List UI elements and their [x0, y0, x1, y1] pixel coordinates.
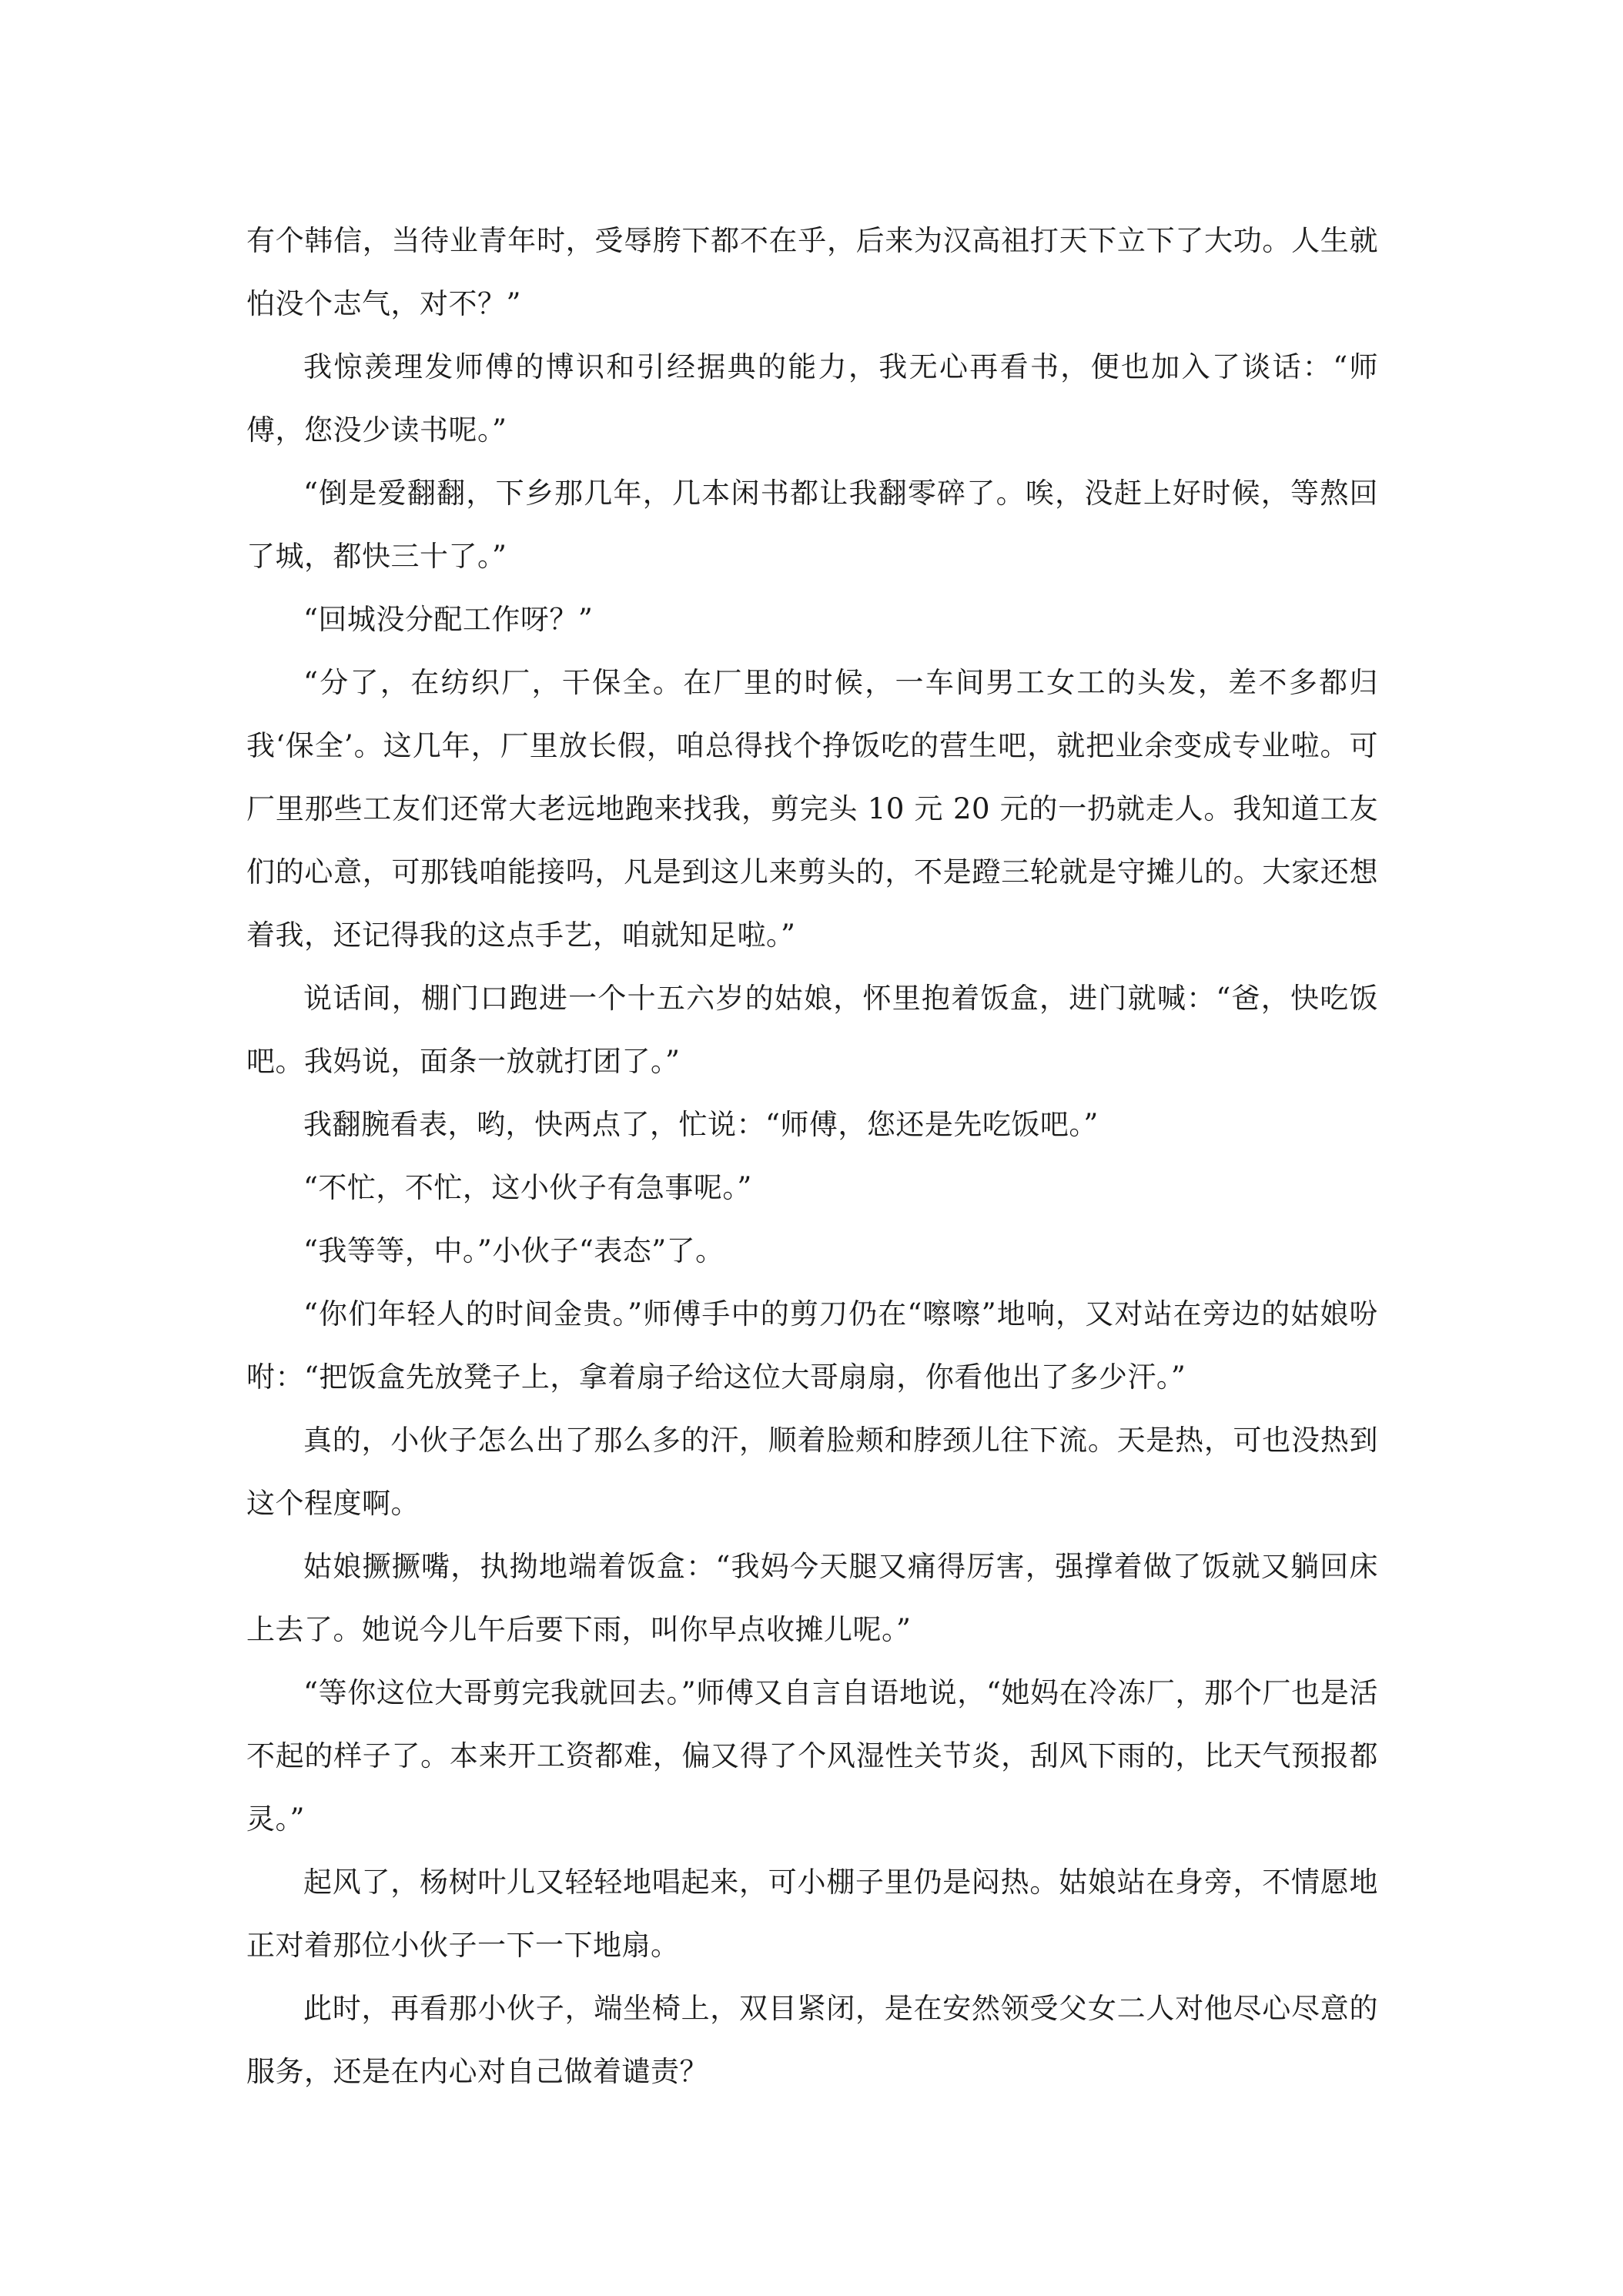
paragraph-14: 起风了，杨树叶儿又轻轻地唱起来，可小棚子里仍是闷热。姑娘站在身旁，不情愿地正对着那位小伙子一下一下地扇。 [246, 1866, 1378, 1962]
paragraph-4: “回城没分配工作呀？” [303, 603, 594, 636]
story-text [246, 209, 1378, 2104]
paragraph-6: 说话间，棚门口跑进一个十五六岁的姑娘，怀里抱着饭盒，进门就喊：“爸，快吃饭吧。我妈说，面条一放就打团了。” [246, 982, 1378, 1078]
paragraph-11: 真的，小伙子怎么出了那么多的汗，顺着脸颊和脖颈儿往下流。天是热，可也没热到这个程度啊。 [246, 1424, 1378, 1520]
paragraph-13: “等你这位大哥剪完我就回去。”师傅又自言自语地说，“她妈在冷冻厂，那个厂也是活不起的样子了。本来开工资都难，偏又得了个风湿性关节炎，刮风下雨的，比天气预报都灵。” [246, 1676, 1378, 1836]
paragraph-9: “我等等，中。”小伙子“表态”了。 [303, 1234, 724, 1267]
paragraph-1: 有个韩信，当待业青年时，受辱胯下都不在乎，后来为汉高祖打天下立下了大功。人生就怕没个志气，对不？” [246, 224, 1378, 320]
paragraph-5: “分了，在纺织厂，干保全。在厂里的时候，一车间男工女工的头发，差不多都归我‘保全’。这几年，厂里放长假，咱总得找个挣饭吃的营生吧，就把业余变成专业啦。可厂里那些工友们还常大老远地跑来找我，剪完头 10 元 20 元的一扔就走人。我知道工友们的心意，可那钱咱能接吗，凡是到这儿来剪头的，不是蹬三轮就是守摊儿的。大家还想着我，还记得我的这点手艺，咱就知足啦。” [246, 666, 1378, 952]
paragraph-12: 姑娘撅撅嘴，执拗地端着饭盒：“我妈今天腿又痛得厉害，强撑着做了饭就又躺回床上去了。她说今儿午后要下雨，叫你早点收摊儿呢。” [246, 1550, 1378, 1646]
paragraph-2: 我惊羡理发师傅的博识和引经据典的能力，我无心再看书，便也加入了谈话：“师傅，您没少读书呢。” [246, 350, 1378, 447]
paragraph-15: 此时，再看那小伙子，端坐椅上，双目紧闭，是在安然领受父女二人对他尽心尽意的服务，还是在内心对自己做着谴责？ [246, 1992, 1378, 2088]
paragraph-8: “不忙，不忙，这小伙子有急事呢。” [303, 1171, 752, 1204]
paragraph-3: “倒是爱翻翻，下乡那几年，几本闲书都让我翻零碎了。唉，没赶上好时候，等熬回了城，都快三十了。” [246, 477, 1378, 573]
paragraph-7: 我翻腕看表，哟，快两点了，忙说：“师傅，您还是先吃饭吧。” [303, 1108, 1099, 1141]
paragraph-10: “你们年轻人的时间金贵。”师傅手中的剪刀仍在“嚓嚓”地响，又对站在旁边的姑娘吩咐：“把饭盒先放凳子上，拿着扇子给这位大哥扇扇，你看他出了多少汗。” [246, 1297, 1378, 1394]
